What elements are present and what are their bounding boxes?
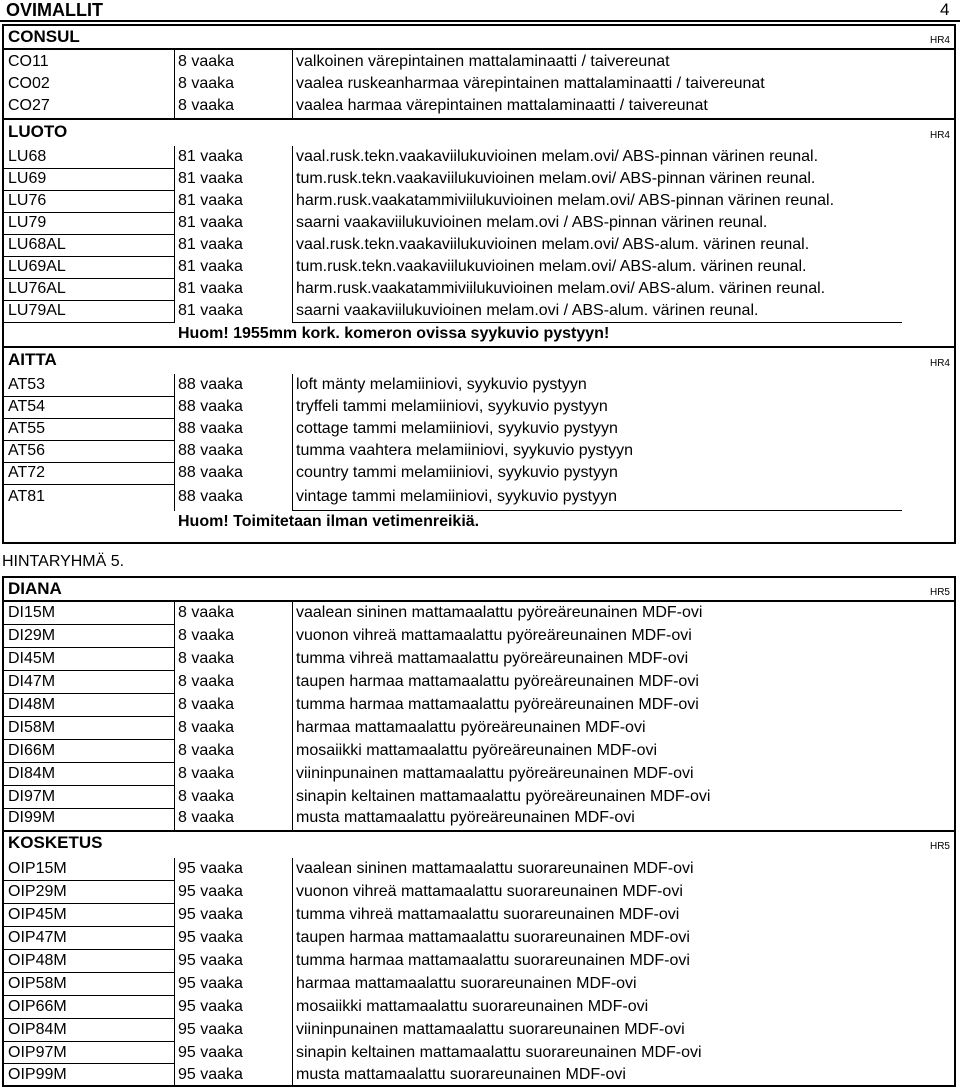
model-description: vaalean sininen mattamaalattu suorareunainen MDF-ovi (296, 860, 694, 877)
table-row (4, 973, 954, 995)
model-description: harmaa mattamaalattu suorareunainen MDF-ovi (296, 975, 637, 992)
model-quantity: 88 vaaka (178, 464, 243, 481)
table-row (4, 374, 954, 396)
row-underline (4, 903, 174, 904)
model-quantity: 81 vaaka (178, 236, 243, 253)
model-code: OIP84M (8, 1021, 67, 1038)
row-underline (4, 693, 174, 694)
model-description: tumma harmaa mattamaalattu suorareunainen MDF-ovi (296, 952, 690, 969)
model-code: DI47M (8, 673, 56, 690)
column-divider (292, 146, 293, 323)
column-divider (174, 602, 175, 830)
table-row (4, 671, 954, 693)
model-code: DI97M (8, 788, 56, 805)
section-title: AITTA (8, 350, 57, 369)
model-description: taupen harmaa mattamaalattu pyöreäreunainen MDF-ovi (296, 673, 699, 690)
row-underline (4, 278, 174, 279)
row-underline (4, 926, 174, 927)
model-quantity: 8 vaaka (178, 719, 235, 736)
model-quantity: 81 vaaka (178, 302, 243, 319)
table-row (4, 694, 954, 716)
column-divider (292, 374, 293, 511)
table-row (4, 234, 954, 256)
column-divider (174, 50, 175, 118)
model-description: tumma vaahtera melamiiniovi, syykuvio pystyyn (296, 442, 634, 459)
model-quantity: 8 vaaka (178, 650, 235, 667)
model-code: OIP29M (8, 883, 67, 900)
row-underline (4, 234, 174, 235)
section-note: Huom! Toimitetaan ilman vetimenreikiä. (178, 513, 480, 530)
model-quantity: 81 vaaka (178, 192, 243, 209)
model-quantity: 8 vaaka (178, 673, 235, 690)
row-underline (4, 1018, 174, 1019)
section-title: DIANA (8, 579, 62, 598)
model-code: DI99M (8, 809, 56, 826)
section-divider (4, 48, 954, 50)
table-row (4, 396, 954, 418)
table-row (4, 786, 954, 808)
model-description: harmaa mattamaalattu pyöreäreunainen MDF-ovi (296, 719, 646, 736)
table-row (4, 95, 954, 117)
column-divider (292, 858, 293, 1085)
model-quantity: 8 vaaka (178, 788, 235, 805)
model-description: mosaiikki mattamaalattu pyöreäreunainen MDF-ovi (296, 742, 658, 759)
table-row (4, 462, 954, 484)
row-underline (4, 418, 174, 419)
price-group-code: HR4 (929, 130, 950, 141)
model-code: LU69 (8, 170, 47, 187)
model-code: OIP45M (8, 906, 67, 923)
row-underline (4, 647, 174, 648)
model-description: vaalea harmaa värepintainen mattalaminaatti / taivereunat (296, 97, 708, 114)
model-quantity: 8 vaaka (178, 765, 235, 782)
section-title: KOSKETUS (8, 833, 103, 852)
model-quantity: 8 vaaka (178, 97, 235, 114)
model-quantity: 95 vaaka (178, 929, 243, 946)
model-code: AT54 (8, 398, 46, 415)
row-underline (4, 484, 174, 485)
model-quantity: 81 vaaka (178, 280, 243, 297)
row-underline (4, 322, 174, 323)
row-underline (292, 322, 902, 323)
table-row (4, 950, 954, 972)
model-code: DI15M (8, 604, 56, 621)
model-quantity: 95 vaaka (178, 998, 243, 1015)
row-underline (4, 785, 174, 786)
model-description: harm.rusk.vaakatammiviilukuvioinen melam.ovi/ ABS-alum. värinen reunal. (296, 280, 826, 297)
table-row (4, 300, 954, 322)
model-quantity: 8 vaaka (178, 809, 235, 826)
row-underline (4, 256, 174, 257)
model-description: viininpunainen mattamaalattu pyöreäreunainen MDF-ovi (296, 765, 694, 782)
price-group-code: HR4 (929, 358, 950, 369)
row-underline (4, 995, 174, 996)
table-row (4, 1064, 954, 1086)
table-row (4, 73, 954, 95)
door-model-table-hr5 (2, 576, 956, 1087)
model-description: tumma vihreä mattamaalattu suorareunainen MDF-ovi (296, 906, 680, 923)
row-underline (4, 1063, 174, 1064)
table-row (4, 168, 954, 190)
model-quantity: 88 vaaka (178, 398, 243, 415)
table-row (4, 904, 954, 926)
model-description: vaalea ruskeanharmaa värepintainen mattalaminaatti / taivereunat (296, 75, 765, 92)
model-description: loft mänty melamiiniovi, syykuvio pystyyn (296, 376, 587, 393)
model-code: AT81 (8, 488, 46, 505)
column-divider (174, 374, 175, 511)
model-description: country tammi melamiiniovi, syykuvio pystyyn (296, 464, 618, 481)
row-underline (4, 190, 174, 191)
model-description: vuonon vihreä mattamaalattu pyöreäreunainen MDF-ovi (296, 627, 692, 644)
model-description: vaal.rusk.tekn.vaakaviilukuvioinen melam.ovi/ ABS-alum. värinen reunal. (296, 236, 810, 253)
model-quantity: 88 vaaka (178, 442, 243, 459)
model-code: AT53 (8, 376, 46, 393)
table-row (4, 763, 954, 785)
row-underline (292, 510, 902, 511)
row-underline (4, 624, 174, 625)
model-quantity: 88 vaaka (178, 420, 243, 437)
row-underline (4, 300, 174, 301)
model-quantity: 95 vaaka (178, 1044, 243, 1061)
model-quantity: 95 vaaka (178, 906, 243, 923)
model-quantity: 81 vaaka (178, 258, 243, 275)
model-code: OIP99M (8, 1066, 67, 1083)
model-quantity: 81 vaaka (178, 148, 243, 165)
row-underline (4, 670, 174, 671)
model-code: OIP48M (8, 952, 67, 969)
model-code: DI48M (8, 696, 56, 713)
model-quantity: 88 vaaka (178, 488, 243, 505)
table-row (4, 625, 954, 647)
table-row (4, 807, 954, 829)
model-code: CO02 (8, 75, 50, 92)
column-divider (174, 858, 175, 1085)
model-description: musta mattamaalattu suorareunainen MDF-ovi (296, 1066, 626, 1083)
model-code: DI84M (8, 765, 56, 782)
model-code: LU68 (8, 148, 47, 165)
section-divider (4, 830, 954, 832)
table-row (4, 927, 954, 949)
model-description: tum.rusk.tekn.vaakaviilukuvioinen melam.ovi/ ABS-alum. värinen reunal. (296, 258, 807, 275)
table-row (4, 881, 954, 903)
section-divider (4, 346, 954, 348)
row-underline (4, 440, 174, 441)
model-description: sinapin keltainen mattamaalattu pyöreäreunainen MDF-ovi (296, 788, 711, 805)
price-group-code: HR5 (929, 587, 950, 598)
model-quantity: 95 vaaka (178, 1021, 243, 1038)
table-row (4, 996, 954, 1018)
table-row (4, 212, 954, 234)
model-code: LU69AL (8, 258, 66, 275)
model-description: tum.rusk.tekn.vaakaviilukuvioinen melam.ovi/ ABS-pinnan värinen reunal. (296, 170, 816, 187)
header-divider (0, 20, 960, 22)
model-quantity: 95 vaaka (178, 952, 243, 969)
model-description: tumma harmaa mattamaalattu pyöreäreunainen MDF-ovi (296, 696, 699, 713)
table-row (4, 602, 954, 624)
model-quantity: 95 vaaka (178, 975, 243, 992)
model-description: vaal.rusk.tekn.vaakaviilukuvioinen melam.ovi/ ABS-pinnan värinen reunal. (296, 148, 819, 165)
price-group-heading: HINTARYHMÄ 5. (2, 553, 125, 570)
model-quantity: 81 vaaka (178, 170, 243, 187)
section-title: LUOTO (8, 122, 68, 141)
column-divider (174, 146, 175, 323)
row-underline (4, 972, 174, 973)
model-description: valkoinen värepintainen mattalaminaatti / taivereunat (296, 53, 670, 70)
model-code: LU76 (8, 192, 47, 209)
model-quantity: 8 vaaka (178, 627, 235, 644)
table-row (4, 740, 954, 762)
section-title: CONSUL (8, 27, 80, 46)
column-divider (292, 50, 293, 118)
model-quantity: 8 vaaka (178, 696, 235, 713)
row-underline (4, 739, 174, 740)
row-underline (4, 949, 174, 950)
table-row (4, 51, 954, 73)
model-description: musta mattamaalattu pyöreäreunainen MDF-ovi (296, 809, 635, 826)
model-code: DI45M (8, 650, 56, 667)
model-code: LU76AL (8, 280, 66, 297)
table-row (4, 486, 954, 508)
model-quantity: 88 vaaka (178, 376, 243, 393)
row-underline (4, 880, 174, 881)
page-number: 4 (940, 0, 950, 19)
model-quantity: 95 vaaka (178, 1066, 243, 1083)
model-description: mosaiikki mattamaalattu suorareunainen MDF-ovi (296, 998, 649, 1015)
table-row (4, 190, 954, 212)
table-row (4, 278, 954, 300)
model-description: saarni vaakaviilukuvioinen melam.ovi / ABS-alum. värinen reunal. (296, 302, 759, 319)
model-description: vuonon vihreä mattamaalattu suorareunainen MDF-ovi (296, 883, 683, 900)
price-group-code: HR5 (929, 841, 950, 852)
model-code: LU68AL (8, 236, 66, 253)
model-description: saarni vaakaviilukuvioinen melam.ovi / ABS-pinnan värinen reunal. (296, 214, 768, 231)
model-quantity: 95 vaaka (178, 883, 243, 900)
model-code: AT72 (8, 464, 46, 481)
column-divider (292, 602, 293, 830)
model-quantity: 8 vaaka (178, 742, 235, 759)
row-underline (4, 762, 174, 763)
model-code: DI29M (8, 627, 56, 644)
model-description: vaalean sininen mattamaalattu pyöreäreunainen MDF-ovi (296, 604, 703, 621)
model-code: LU79 (8, 214, 47, 231)
model-description: tumma vihreä mattamaalattu pyöreäreunainen MDF-ovi (296, 650, 689, 667)
table-row (4, 858, 954, 880)
model-quantity: 8 vaaka (178, 53, 235, 70)
model-code: OIP97M (8, 1044, 67, 1061)
model-code: AT56 (8, 442, 46, 459)
section-note: Huom! 1955mm kork. komeron ovissa syykuvio pystyyn! (178, 325, 610, 342)
row-underline (4, 462, 174, 463)
model-code: DI66M (8, 742, 56, 759)
model-description: taupen harmaa mattamaalattu suorareunainen MDF-ovi (296, 929, 690, 946)
table-row (4, 440, 954, 462)
model-description: cottage tammi melamiiniovi, syykuvio pystyyn (296, 420, 618, 437)
model-description: vintage tammi melamiiniovi, syykuvio pystyyn (296, 488, 617, 505)
model-code: LU79AL (8, 302, 66, 319)
model-description: tryffeli tammi melamiiniovi, syykuvio pystyyn (296, 398, 608, 415)
row-underline (4, 396, 174, 397)
table-row (4, 256, 954, 278)
model-quantity: 95 vaaka (178, 860, 243, 877)
row-underline (4, 808, 174, 809)
table-row (4, 1042, 954, 1064)
door-model-table-hr4 (2, 24, 956, 544)
model-description: sinapin keltainen mattamaalattu suorareunainen MDF-ovi (296, 1044, 702, 1061)
row-underline (4, 168, 174, 169)
price-group-code: HR4 (929, 35, 950, 46)
model-quantity: 81 vaaka (178, 214, 243, 231)
model-code: OIP47M (8, 929, 67, 946)
model-code: OIP66M (8, 998, 67, 1015)
section-divider (4, 118, 954, 120)
table-row (4, 146, 954, 168)
model-quantity: 8 vaaka (178, 604, 235, 621)
model-code: DI58M (8, 719, 56, 736)
model-description: harm.rusk.vaakatammiviilukuvioinen melam.ovi/ ABS-pinnan värinen reunal. (296, 192, 835, 209)
model-description: viininpunainen mattamaalattu suorareunainen MDF-ovi (296, 1021, 685, 1038)
model-code: CO27 (8, 97, 50, 114)
model-quantity: 8 vaaka (178, 75, 235, 92)
page-title: OVIMALLIT (6, 0, 103, 20)
table-row (4, 1019, 954, 1041)
model-code: AT55 (8, 420, 46, 437)
model-code: OIP58M (8, 975, 67, 992)
model-code: OIP15M (8, 860, 67, 877)
table-row (4, 648, 954, 670)
model-code: CO11 (8, 53, 49, 70)
row-underline (4, 1041, 174, 1042)
table-row (4, 717, 954, 739)
table-row (4, 418, 954, 440)
row-underline (4, 212, 174, 213)
row-underline (4, 716, 174, 717)
